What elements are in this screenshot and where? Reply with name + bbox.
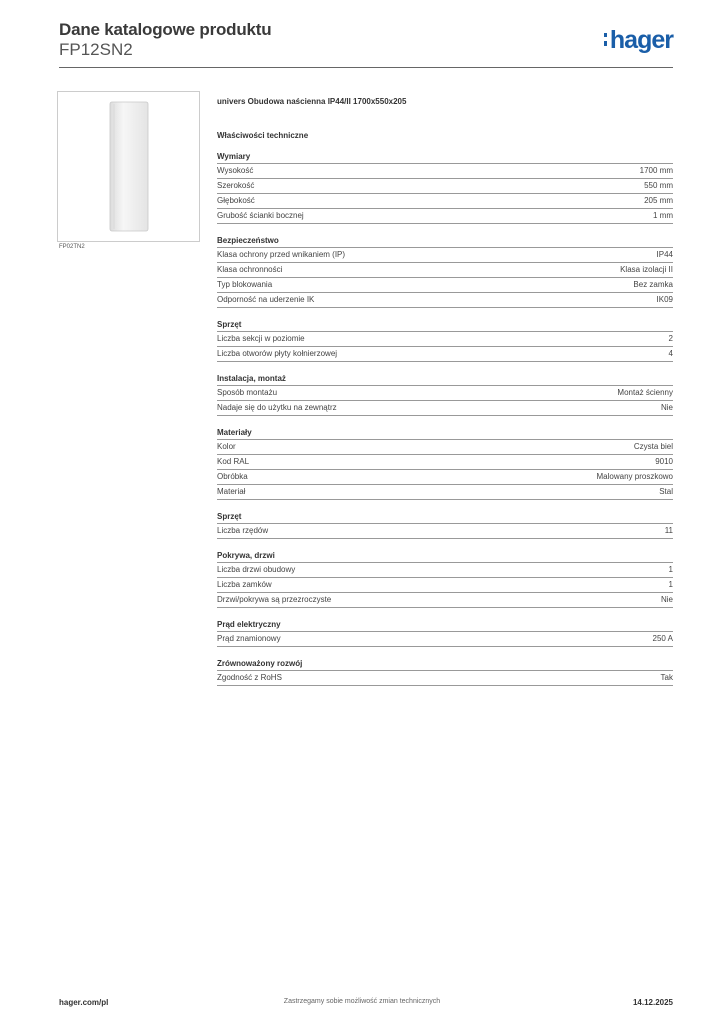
logo-text: hager bbox=[609, 26, 673, 54]
spec-table bbox=[217, 670, 673, 686]
spec-value: 1 bbox=[668, 565, 673, 574]
spec-table bbox=[217, 562, 673, 608]
spec-value: IK09 bbox=[656, 295, 673, 304]
spec-label: Obróbka bbox=[217, 472, 248, 481]
spec-value: Klasa izolacji II bbox=[620, 265, 673, 274]
spec-group-title: Bezpieczeństwo bbox=[217, 236, 279, 245]
spec-label: Materiał bbox=[217, 487, 246, 496]
spec-group-title: Sprzęt bbox=[217, 512, 242, 521]
page-header bbox=[59, 20, 673, 66]
hager-logo bbox=[604, 26, 673, 55]
spec-row bbox=[217, 194, 673, 209]
spec-label: Liczba sekcji w poziomie bbox=[217, 334, 305, 343]
spec-row bbox=[217, 593, 673, 608]
spec-row bbox=[217, 401, 673, 416]
spec-value: Stal bbox=[659, 487, 673, 496]
spec-value: Czysta biel bbox=[633, 442, 673, 451]
spec-group-title: Instalacja, montaż bbox=[217, 374, 286, 383]
spec-label: Szerokość bbox=[217, 181, 255, 190]
cabinet-illustration bbox=[109, 101, 149, 232]
spec-value: 1 bbox=[668, 580, 673, 589]
spec-value: Malowany proszkowo bbox=[596, 472, 673, 481]
spec-row bbox=[217, 485, 673, 500]
product-details bbox=[217, 96, 673, 686]
spec-row bbox=[217, 248, 673, 263]
spec-table bbox=[217, 331, 673, 362]
spec-value: 11 bbox=[664, 526, 673, 535]
spec-value: 250 A bbox=[652, 634, 673, 643]
spec-group-title: Sprzęt bbox=[217, 320, 242, 329]
spec-value: 2 bbox=[668, 334, 673, 343]
spec-row bbox=[217, 332, 673, 347]
spec-value: 1 mm bbox=[653, 211, 673, 220]
spec-table bbox=[217, 439, 673, 500]
spec-row bbox=[217, 440, 673, 455]
spec-row bbox=[217, 632, 673, 647]
spec-table bbox=[217, 163, 673, 224]
spec-group-title: Prąd elektryczny bbox=[217, 620, 281, 629]
spec-label: Odporność na uderzenie IK bbox=[217, 295, 315, 304]
spec-label: Zgodność z RoHS bbox=[217, 673, 282, 682]
spec-table bbox=[217, 385, 673, 416]
spec-label: Liczba rzędów bbox=[217, 526, 269, 535]
spec-row bbox=[217, 563, 673, 578]
section-title: Właściwości techniczne bbox=[217, 131, 309, 140]
spec-row bbox=[217, 470, 673, 485]
spec-value: IP44 bbox=[656, 250, 673, 259]
spec-label: Typ blokowania bbox=[217, 280, 273, 289]
spec-row bbox=[217, 455, 673, 470]
spec-row bbox=[217, 671, 673, 686]
spec-table bbox=[217, 523, 673, 539]
spec-value: Nie bbox=[660, 403, 673, 412]
spec-value: 1700 mm bbox=[639, 166, 673, 175]
footer-website[interactable]: hager.com/pl bbox=[59, 998, 109, 1007]
spec-group-title: Wymiary bbox=[217, 152, 251, 161]
product-title: univers Obudowa naścienna IP44/II 1700x550x205 bbox=[217, 97, 407, 106]
spec-row bbox=[217, 209, 673, 224]
product-image bbox=[57, 91, 200, 242]
spec-label: Klasa ochronności bbox=[217, 265, 283, 274]
spec-label: Prąd znamionowy bbox=[217, 634, 281, 643]
spec-label: Nadaje się do użytku na zewnątrz bbox=[217, 403, 337, 412]
spec-value: Nie bbox=[660, 595, 673, 604]
footer-date: 14.12.2025 bbox=[632, 998, 673, 1007]
spec-table bbox=[217, 247, 673, 308]
spec-group-title: Zrównoważony rozwój bbox=[217, 659, 303, 668]
footer-disclaimer: Zastrzegamy sobie możliwość zmian technicznych bbox=[283, 998, 441, 1005]
spec-row bbox=[217, 347, 673, 362]
spec-row bbox=[217, 263, 673, 278]
spec-row bbox=[217, 278, 673, 293]
spec-label: Kod RAL bbox=[217, 457, 250, 466]
spec-label: Głębokość bbox=[217, 196, 255, 205]
spec-value: Montaż ścienny bbox=[617, 388, 673, 397]
spec-row bbox=[217, 164, 673, 179]
spec-row bbox=[217, 578, 673, 593]
spec-value: 205 mm bbox=[644, 196, 673, 205]
spec-value: 9010 bbox=[655, 457, 673, 466]
spec-row bbox=[217, 524, 673, 539]
spec-value: Tak bbox=[660, 673, 673, 682]
spec-groups bbox=[217, 151, 673, 686]
spec-label: Liczba drzwi obudowy bbox=[217, 565, 296, 574]
document-title: Dane katalogowe produktu bbox=[59, 20, 272, 39]
spec-row bbox=[217, 386, 673, 401]
spec-group-title: Materiały bbox=[217, 428, 252, 437]
image-caption: FP02TN2 bbox=[59, 244, 85, 250]
product-code: FP12SN2 bbox=[59, 40, 133, 59]
spec-value: 4 bbox=[668, 349, 673, 358]
spec-label: Sposób montażu bbox=[217, 388, 278, 397]
spec-value: Bez zamka bbox=[633, 280, 673, 289]
spec-row bbox=[217, 293, 673, 308]
spec-table bbox=[217, 631, 673, 647]
spec-label: Drzwi/pokrywa są przezroczyste bbox=[217, 595, 332, 604]
spec-label: Kolor bbox=[217, 442, 236, 451]
spec-label: Grubość ścianki bocznej bbox=[217, 211, 304, 220]
spec-label: Liczba otworów płyty kołnierzowej bbox=[217, 349, 338, 358]
spec-label: Klasa ochrony przed wnikaniem (IP) bbox=[217, 250, 346, 259]
logo-colon-icon bbox=[604, 33, 607, 46]
spec-row bbox=[217, 179, 673, 194]
spec-value: 550 mm bbox=[644, 181, 673, 190]
spec-group-title: Pokrywa, drzwi bbox=[217, 551, 275, 560]
spec-label: Wysokość bbox=[217, 166, 254, 175]
spec-label: Liczba zamków bbox=[217, 580, 272, 589]
header-divider bbox=[59, 67, 673, 68]
